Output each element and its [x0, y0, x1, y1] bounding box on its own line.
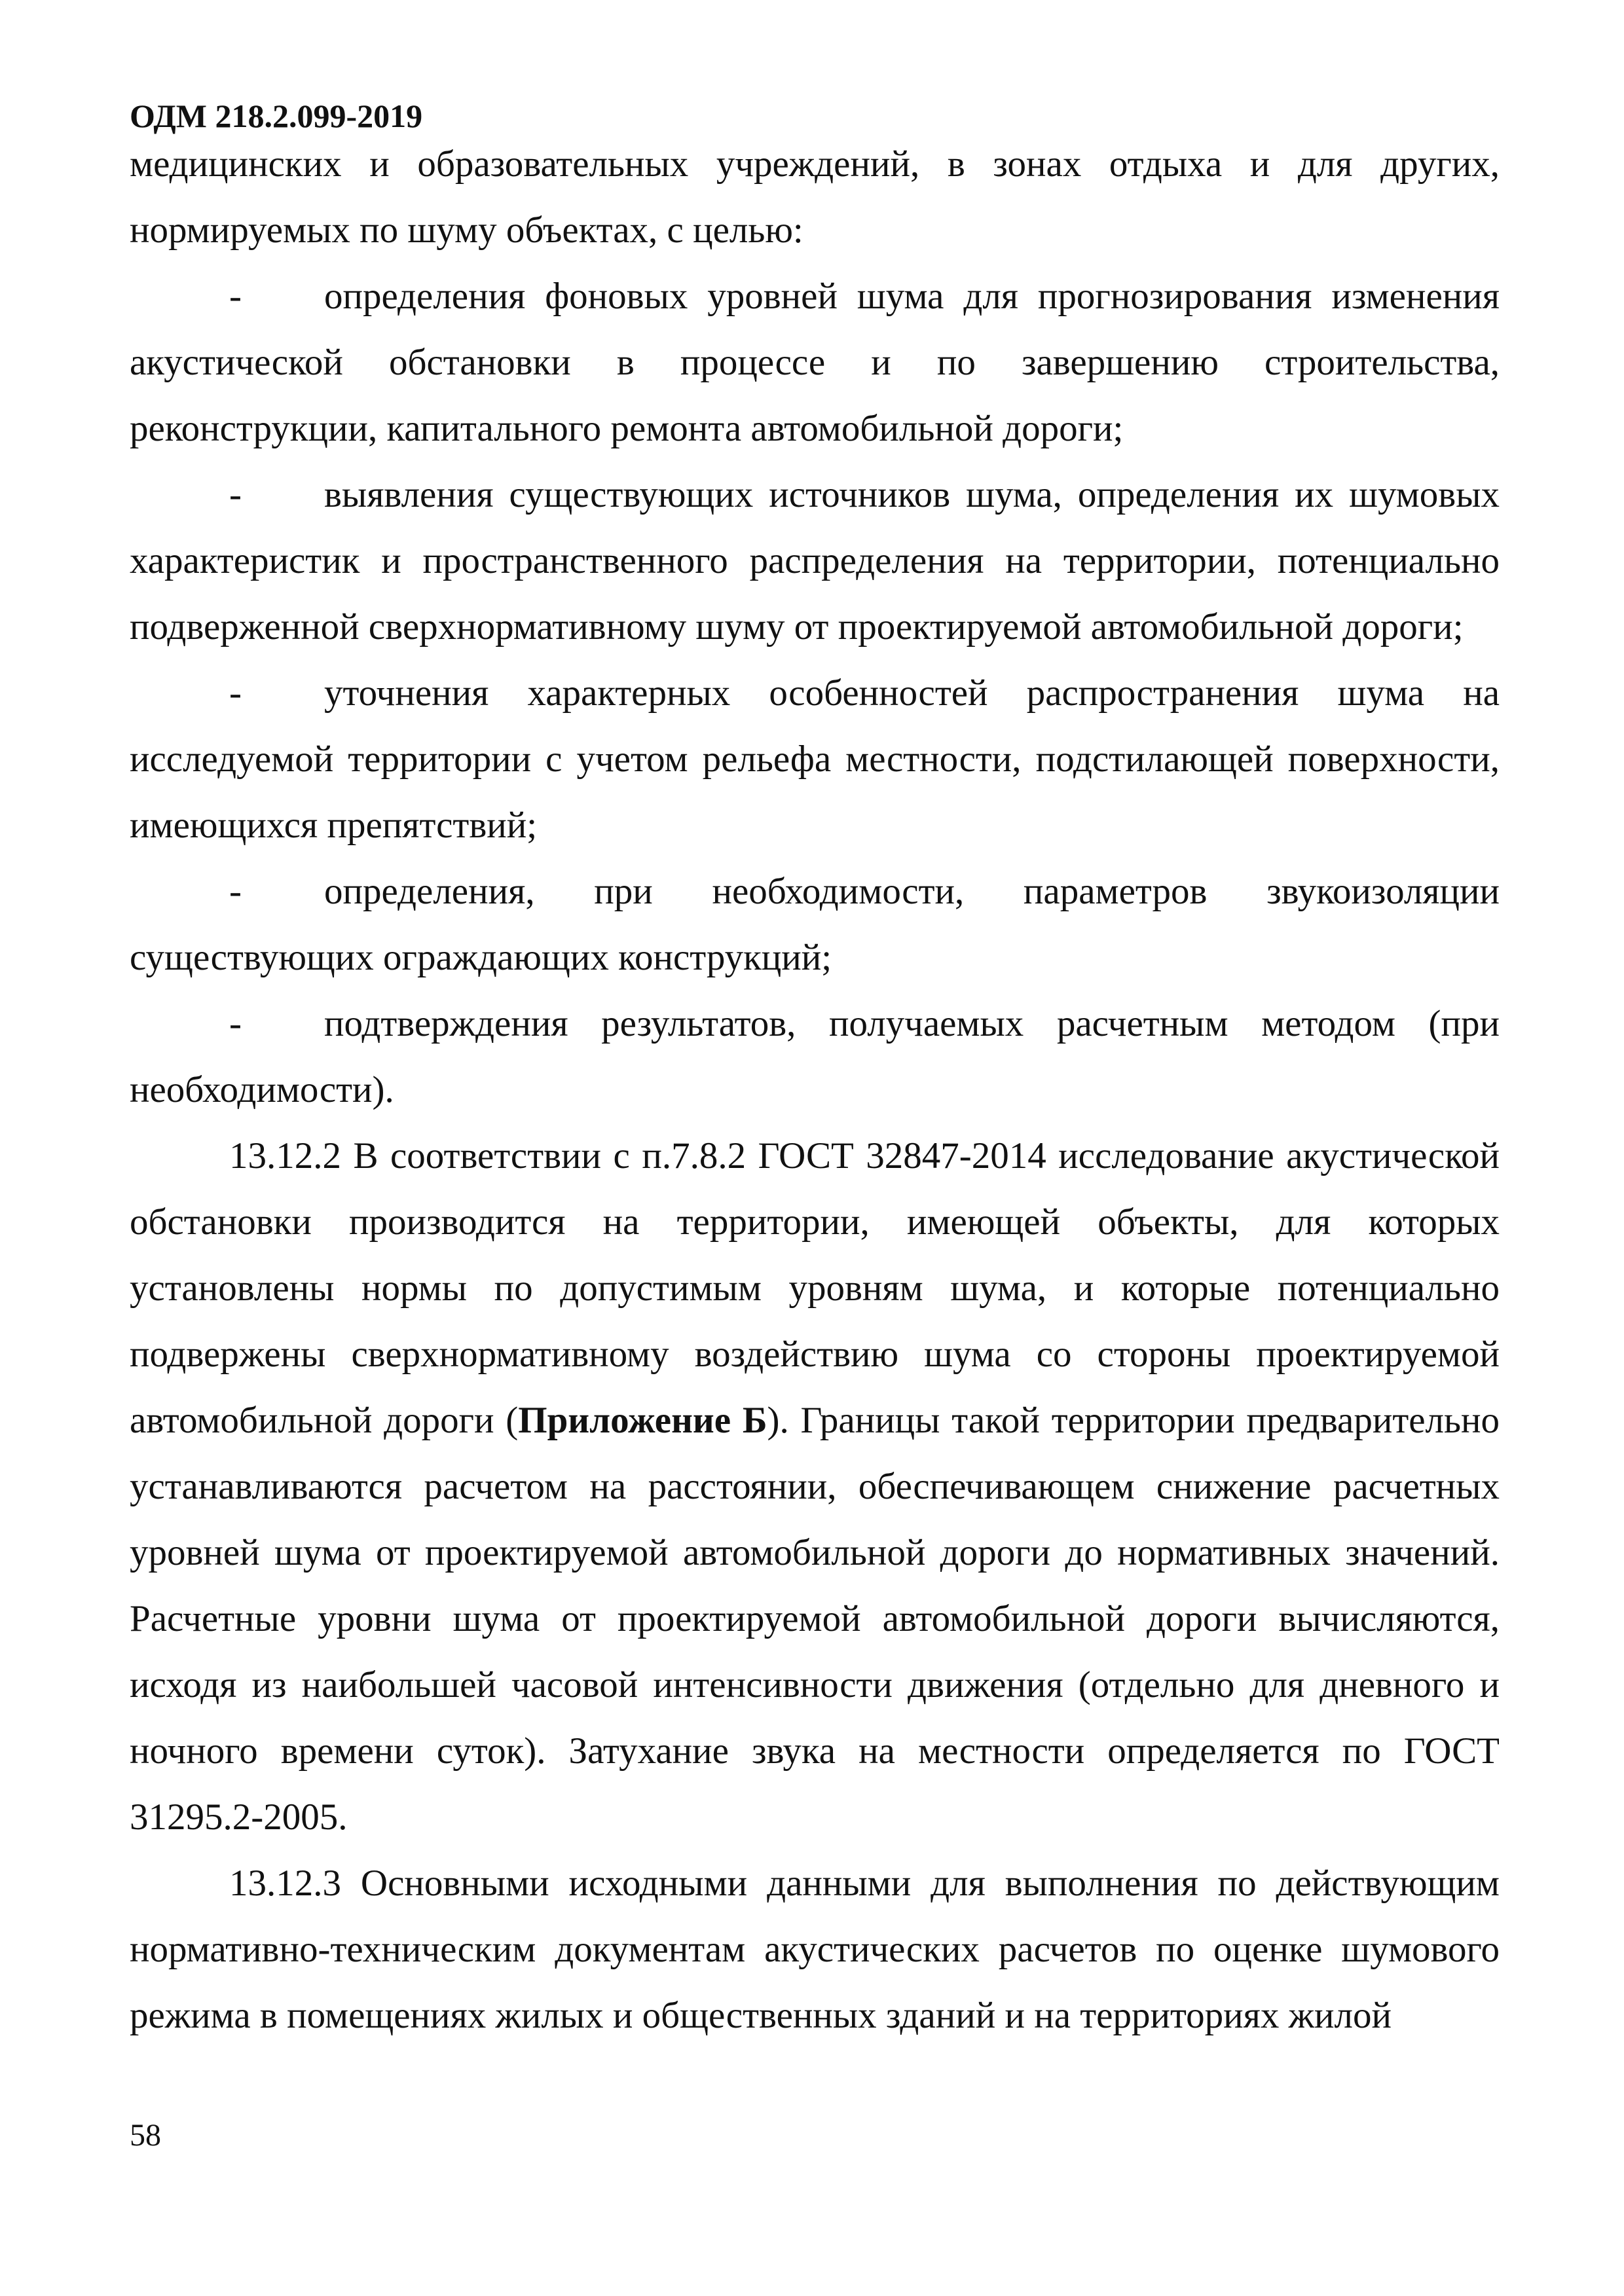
bullet-text: определения, при необходимости, параметров звукоизоляции существующих ограждающих конструкций; — [130, 871, 1500, 978]
page-content — [130, 131, 1500, 2049]
bullet-text: выявления существующих источников шума, определения их шумовых характеристик и пространственного распределения на территории, потенциально подверженной сверхнормативному шуму от проектируемой автомобильной дороги; — [130, 474, 1500, 647]
bullet-text: определения фоновых уровней шума для прогнозирования изменения акустической обстановки в процессе и по завершению строительства, реконструкции, капитального ремонта автомобильной дороги; — [130, 276, 1500, 449]
paragraph-13-12-2 — [130, 1123, 1500, 1850]
appendix-reference: Приложение Б — [518, 1400, 767, 1441]
bullet-text: подтверждения результатов, получаемых расчетным методом (при необходимости). — [130, 1003, 1500, 1110]
bullet-marker: - — [229, 871, 242, 912]
bullet-marker: - — [229, 276, 242, 317]
paragraph-text: 13.12.2 В соответствии с п.7.8.2 ГОСТ 32847-2014 исследование акустической обстановки производится на территории, имеющей объекты, для которых установлены нормы по допустимым уровням шума, и которые потенциально подвержены сверхнормативному воздействию шума со стороны проектируемой автомобильной дороги ( — [130, 1135, 1500, 1441]
bullet-item — [130, 462, 1500, 660]
bullet-marker: - — [229, 1003, 242, 1044]
paragraph-13-12-3: 13.12.3 Основными исходными данными для выполнения по действующим нормативно-техническим документам акустических расчетов по оценке шумового режима в помещениях жилых и общественных зданий и на территориях жилой — [130, 1863, 1500, 2036]
paragraph-text: ). Границы такой территории предварительно устанавливаются расчетом на расстоянии, обеспечивающем снижение расчетных уровней шума от проектируемой автомобильной дороги до нормативных значений. Расчетные уровни шума от проектируемой автомобильной дороги вычисляются, исходя из наибольшей часовой интенсивности движения (отдельно для дневного и ночного времени суток). Затухание звука на местности определяется по ГОСТ 31295.2-2005. — [130, 1400, 1500, 1838]
bullet-marker: - — [229, 672, 242, 714]
bullet-item — [130, 991, 1500, 1123]
bullet-item — [130, 660, 1500, 858]
bullet-marker: - — [229, 474, 242, 515]
bullet-item — [130, 858, 1500, 991]
page-number: 58 — [130, 2118, 161, 2153]
document-code-header: ОДМ 218.2.099-2019 — [130, 98, 423, 134]
intro-paragraph: медицинских и образовательных учреждений, в зонах отдыха и для других, нормируемых по шуму объектах, с целью: — [130, 143, 1500, 251]
bullet-item — [130, 263, 1500, 462]
bullet-text: уточнения характерных особенностей распространения шума на исследуемой территории с учетом рельефа местности, подстилающей поверхности, имеющихся препятствий; — [130, 672, 1500, 846]
